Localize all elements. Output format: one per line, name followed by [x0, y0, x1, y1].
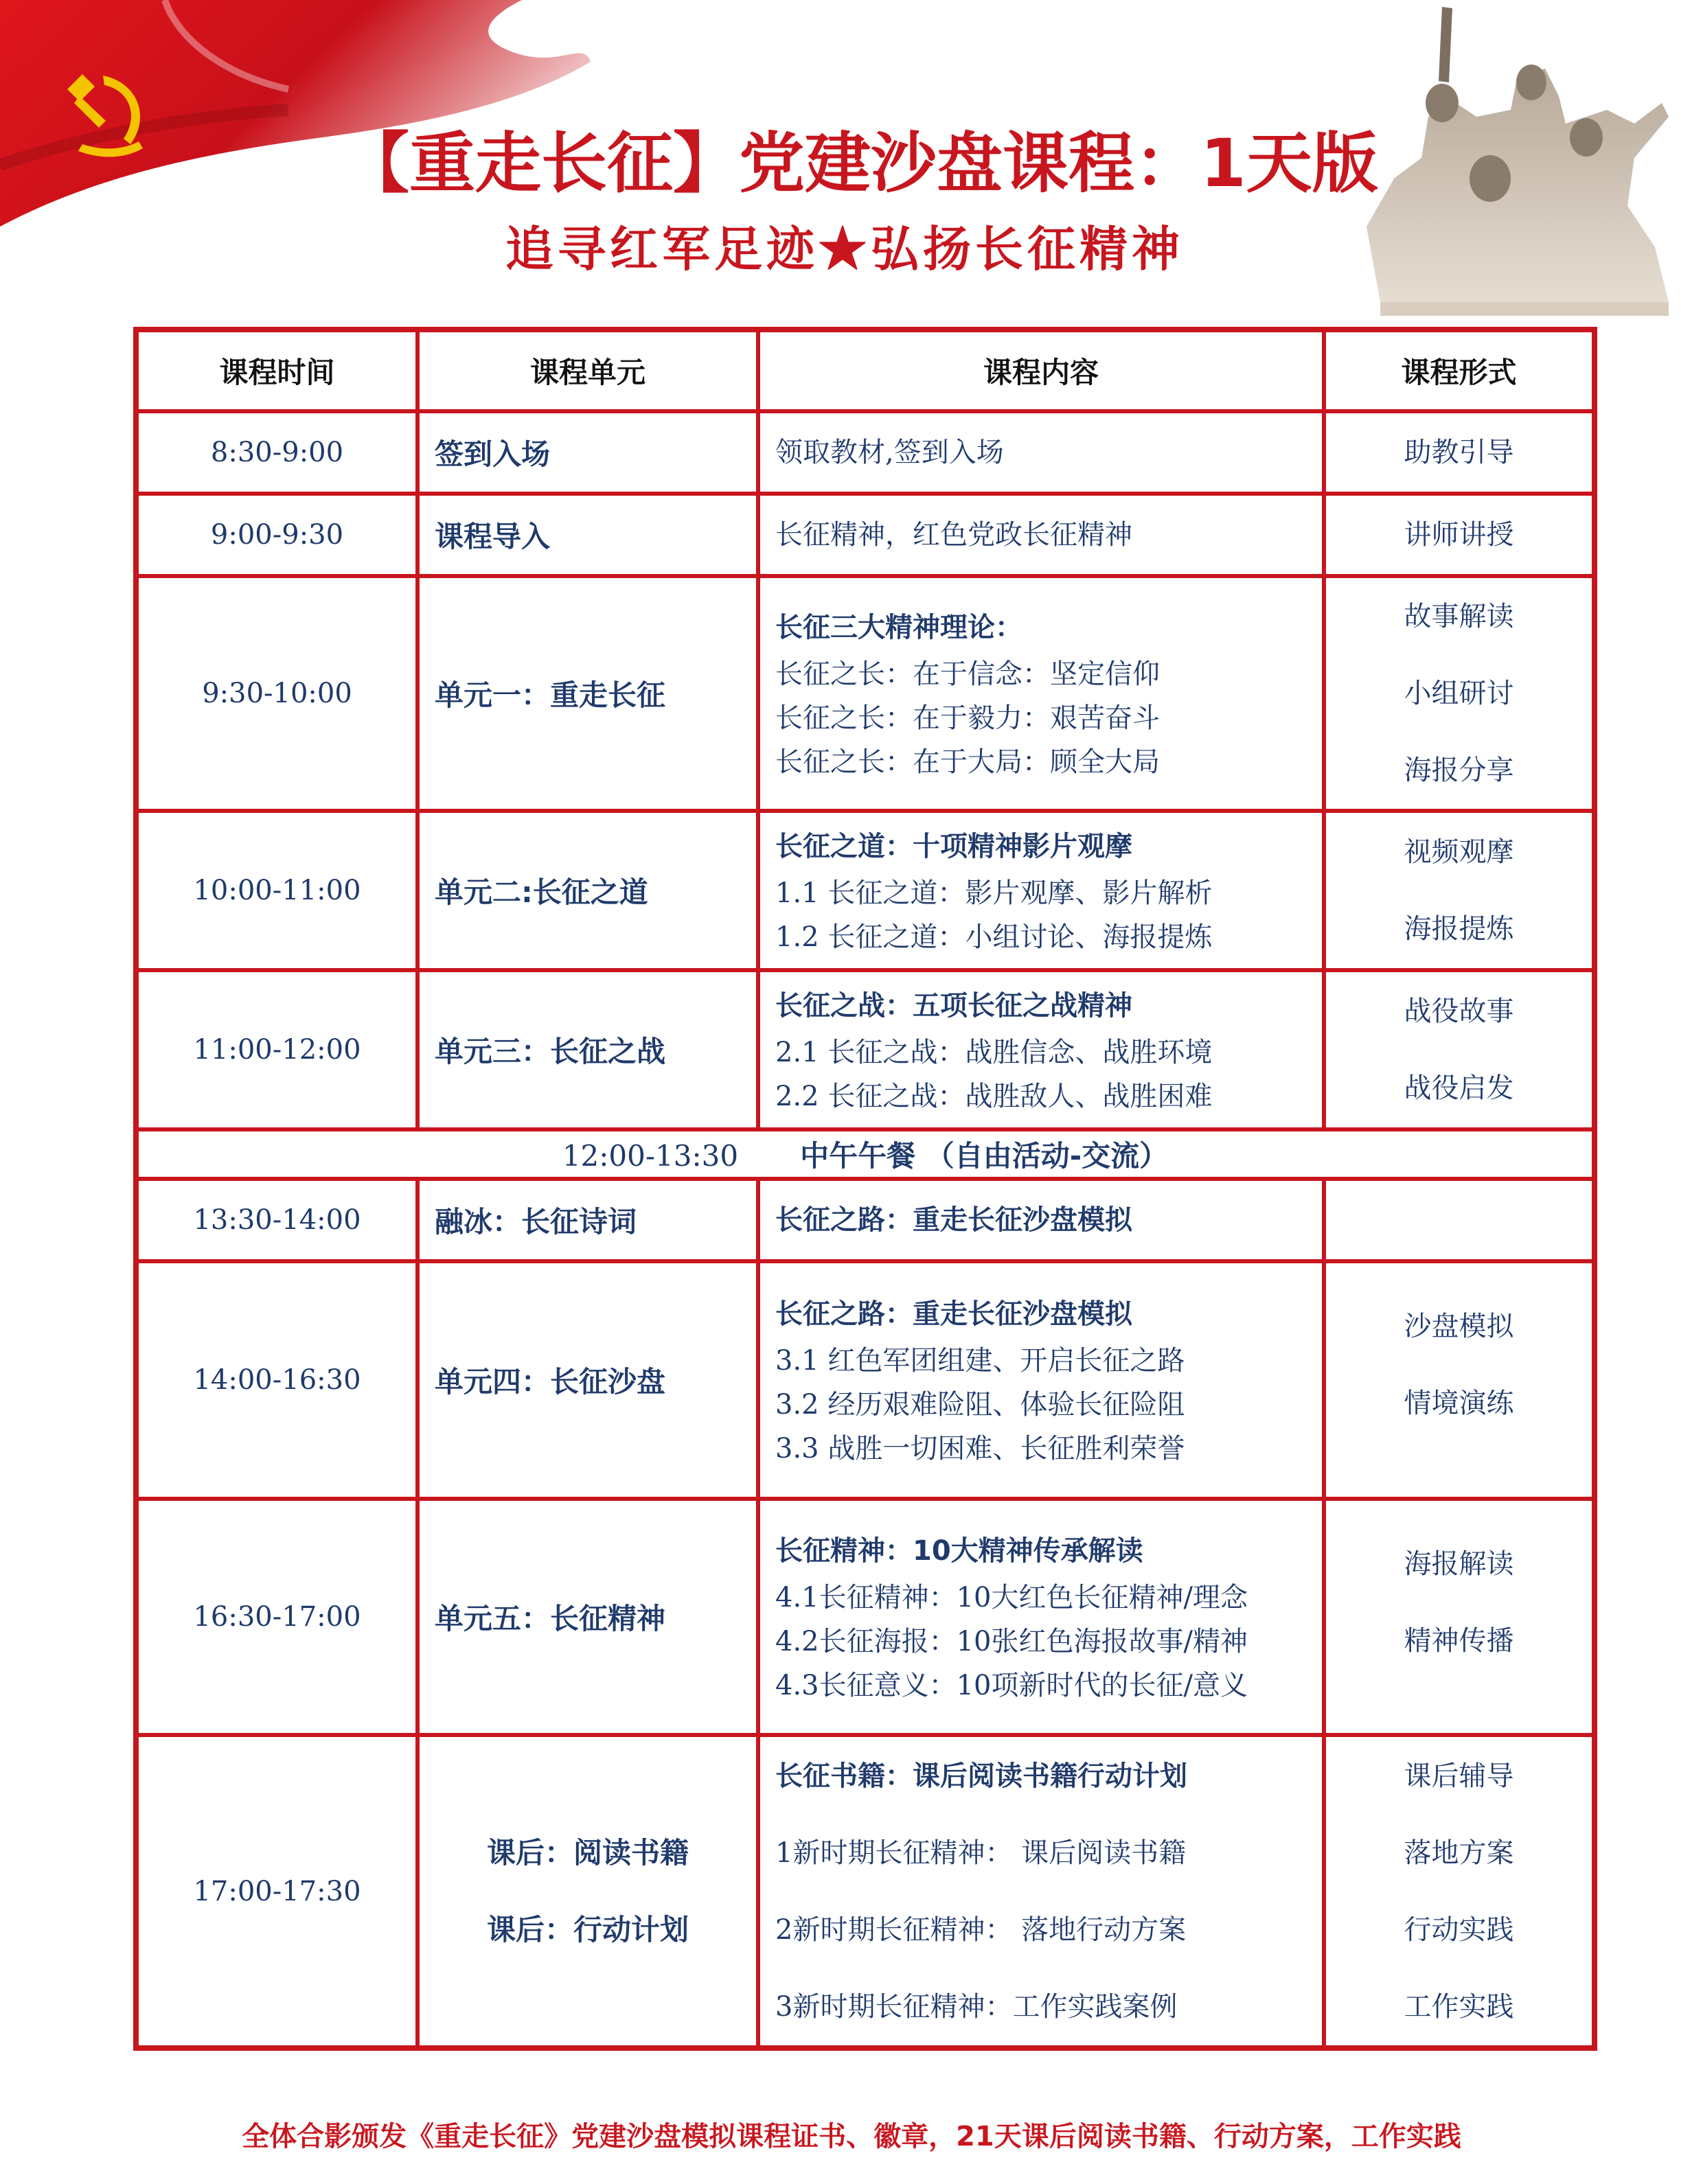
content-line: 3新时期长征精神：工作实践案例 [775, 1990, 1178, 2023]
content-line: 4.1长征精神：10大红色长征精神/理念 [775, 1582, 1248, 1613]
row-unit: 融冰：长征诗词 [418, 1179, 758, 1261]
row-content [758, 811, 1324, 970]
lunch-time: 12:00-13:30 [562, 1139, 739, 1173]
row-time: 16:30-17:00 [136, 1499, 418, 1735]
content-heading: 长征之路：重走长征沙盘模拟 [775, 1298, 1132, 1330]
table-row [136, 494, 1595, 576]
schedule-table [133, 327, 1597, 2051]
row-form [1324, 576, 1595, 811]
content-line: 长征精神，红色党政长征精神 [775, 519, 1132, 551]
form-item: 助教引导 [1404, 437, 1514, 468]
lunch-row [136, 1129, 1595, 1179]
table-row [136, 576, 1595, 811]
row-time: 13:30-14:00 [136, 1179, 418, 1261]
form-item: 战役启发 [1404, 1072, 1514, 1104]
content-heading: 长征之路：重走长征沙盘模拟 [775, 1204, 1132, 1236]
table-row [136, 970, 1595, 1129]
row-time: 10:00-11:00 [136, 811, 418, 970]
content-line: 1.2 长征之道：小组讨论、海报提炼 [775, 921, 1213, 953]
form-item: 海报分享 [1404, 755, 1514, 786]
column-header-time: 课程时间 [136, 330, 418, 411]
row-content [758, 970, 1324, 1129]
unit-line: 课后：行动计划 [486, 1912, 689, 1946]
table-row [136, 1261, 1595, 1499]
row-unit: 课程导入 [418, 494, 758, 576]
content-line: 1新时期长征精神： 课后阅读书籍 [775, 1837, 1187, 1869]
row-form [1324, 1179, 1595, 1261]
form-item: 战役故事 [1404, 996, 1514, 1027]
row-unit: 单元四：长征沙盘 [418, 1261, 758, 1499]
row-unit: 单元五：长征精神 [418, 1499, 758, 1735]
content-line: 1.1 长征之道：影片观摩、影片解析 [775, 877, 1213, 909]
row-content [758, 576, 1324, 811]
row-form [1324, 494, 1595, 576]
row-form [1324, 970, 1595, 1129]
row-content [758, 1179, 1324, 1261]
row-content [758, 1735, 1324, 2048]
content-line: 4.2长征海报：10张红色海报故事/精神 [775, 1626, 1248, 1657]
row-form [1324, 1261, 1595, 1499]
row-unit [418, 1735, 758, 2048]
form-item: 工作实践 [1404, 1990, 1514, 2023]
form-item: 故事解读 [1404, 601, 1514, 632]
statue-image [1339, 0, 1682, 316]
table-row [136, 411, 1595, 494]
lunch-cell [136, 1129, 1595, 1179]
form-item: 行动实践 [1404, 1913, 1514, 1946]
content-heading: 长征之道：十项精神影片观摩 [775, 831, 1132, 862]
row-time: 14:00-16:30 [136, 1261, 418, 1499]
table-row [136, 811, 1595, 970]
content-heading: 长征精神：10大精神传承解读 [775, 1535, 1143, 1567]
column-header-content: 课程内容 [758, 330, 1324, 411]
form-item: 小组研讨 [1404, 678, 1514, 709]
content-line: 2.1 长征之战：战胜信念、战胜环境 [775, 1037, 1213, 1068]
row-unit: 签到入场 [418, 411, 758, 494]
row-unit: 单元三：长征之战 [418, 970, 758, 1129]
form-item: 讲师讲授 [1404, 519, 1514, 551]
table-row [136, 1179, 1595, 1261]
content-line: 3.3 战胜一切困难、长征胜利荣誉 [775, 1433, 1185, 1464]
content-line: 2新时期长征精神： 落地行动方案 [775, 1913, 1187, 1946]
row-form [1324, 1735, 1595, 2048]
row-unit: 单元一：重走长征 [418, 576, 758, 811]
column-header-unit: 课程单元 [418, 330, 758, 411]
row-time: 11:00-12:00 [136, 970, 418, 1129]
row-time: 17:00-17:30 [136, 1735, 418, 2048]
content-line: 4.3长征意义：10项新时代的长征/意义 [775, 1670, 1248, 1701]
row-form [1324, 811, 1595, 970]
form-item: 落地方案 [1404, 1837, 1514, 1869]
row-time: 9:30-10:00 [136, 576, 418, 811]
content-heading: 长征三大精神理论： [775, 612, 1022, 643]
footer-note: 全体合影颁发《重走长征》党建沙盘模拟课程证书、徽章，21天课后阅读书籍、行动方案，工作实践 [242, 2121, 1461, 2152]
content-line: 领取教材,签到入场 [775, 437, 1004, 468]
content-line: 3.2 经历艰难险阻、体验长征险阻 [775, 1389, 1185, 1421]
content-heading: 长征之战：五项长征之战精神 [775, 990, 1132, 1022]
form-item: 视频观摩 [1404, 836, 1514, 868]
form-item: 海报提炼 [1404, 913, 1514, 945]
page-subtitle: 追寻红军足迹★弘扬长征精神 [505, 220, 1184, 277]
row-unit: 单元二:长征之道 [418, 811, 758, 970]
header-row [136, 330, 1595, 411]
content-line: 长征之长：在于大局：顾全大局 [775, 746, 1160, 778]
content-line: 2.2 长征之战：战胜敌人、战胜困难 [775, 1081, 1213, 1112]
content-line: 3.1 红色军团组建、开启长征之路 [775, 1345, 1185, 1377]
lunch-label: 中午午餐 （自由活动-交流） [800, 1139, 1169, 1173]
column-header-form: 课程形式 [1324, 330, 1595, 411]
form-item: 情境演练 [1404, 1388, 1514, 1419]
row-content [758, 494, 1324, 576]
form-item: 精神传播 [1404, 1625, 1514, 1657]
row-time: 8:30-9:00 [136, 411, 418, 494]
row-content [758, 1499, 1324, 1735]
unit-line: 课后：阅读书籍 [486, 1835, 689, 1870]
table-row [136, 1735, 1595, 2048]
row-time: 9:00-9:30 [136, 494, 418, 576]
row-form [1324, 1499, 1595, 1735]
table-row [136, 1499, 1595, 1735]
form-item: 课后辅导 [1404, 1760, 1514, 1792]
row-content [758, 411, 1324, 494]
content-line: 长征之长：在于毅力：艰苦奋斗 [775, 702, 1160, 734]
form-item: 海报解读 [1404, 1548, 1514, 1580]
content-line: 长征之长：在于信念：坚定信仰 [775, 658, 1160, 690]
row-content [758, 1261, 1324, 1499]
content-heading: 长征书籍：课后阅读书籍行动计划 [775, 1760, 1187, 1792]
row-form [1324, 411, 1595, 494]
form-item: 沙盘模拟 [1404, 1311, 1514, 1342]
page-title: 【重走长征】党建沙盘课程：1天版 [343, 125, 1378, 202]
